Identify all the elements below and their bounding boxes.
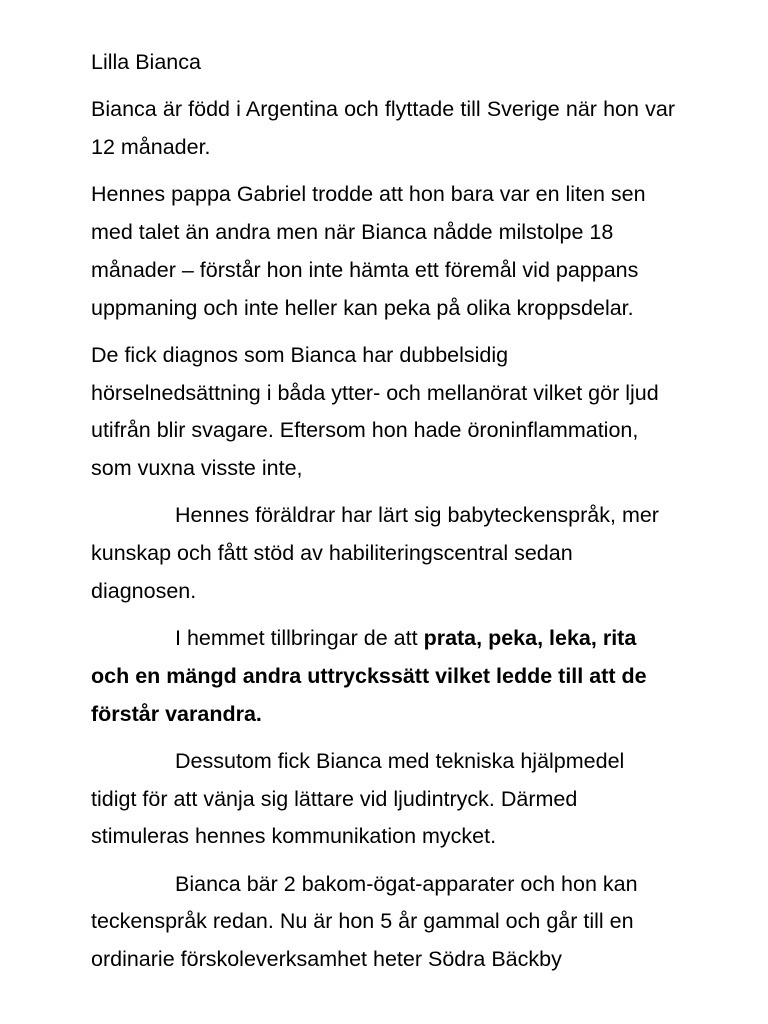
paragraph-5: [91, 620, 675, 733]
paragraph-5-text: I hemmet tillbringar de att: [175, 626, 424, 651]
paragraph-4: Hennes föräldrar har lärt sig babyteckenspråk, mer kunskap och fått stöd av habiliteringscentral sedan diagnosen.: [91, 503, 659, 603]
paragraph-2: Hennes pappa Gabriel trodde att hon bara var en liten sen med talet än andra men när Bianca nådde milstolpe 18 månader – förstår hon inte hämta ett föremål vid pappans uppmaning och inte heller kan peka på olika kroppsdelar.: [91, 182, 646, 320]
paragraph-1: Bianca är född i Argentina och flyttade till Sverige när hon var 12 månader.: [91, 97, 675, 159]
paragraph-6: Dessutom fick Bianca med tekniska hjälpmedel tidigt för att vänja sig lättare vid ljudintryck. Därmed stimuleras hennes kommunikation mycket.: [91, 748, 625, 849]
document-title: Lilla Bianca: [91, 50, 201, 74]
paragraph-5-bold-text: prata, peka, leka, rita och en mängd andra uttryckssätt vilket ledde till att de förstår varandra.: [91, 626, 647, 726]
document-page: [91, 44, 675, 988]
paragraph-7: Bianca bär 2 bakom-ögat-apparater och hon kan teckenspråk redan. Nu är hon 5 år gammal och går till en ordinarie förskoleverksamhet heter Södra Bäckby: [91, 871, 638, 972]
paragraph-3: De fick diagnos som Bianca har dubbelsidig hörselnedsättning i båda ytter- och mellanörat vilket gör ljud utifrån blir svagare. Eftersom hon hade öroninflammation, som vuxna visste inte,: [91, 342, 659, 481]
